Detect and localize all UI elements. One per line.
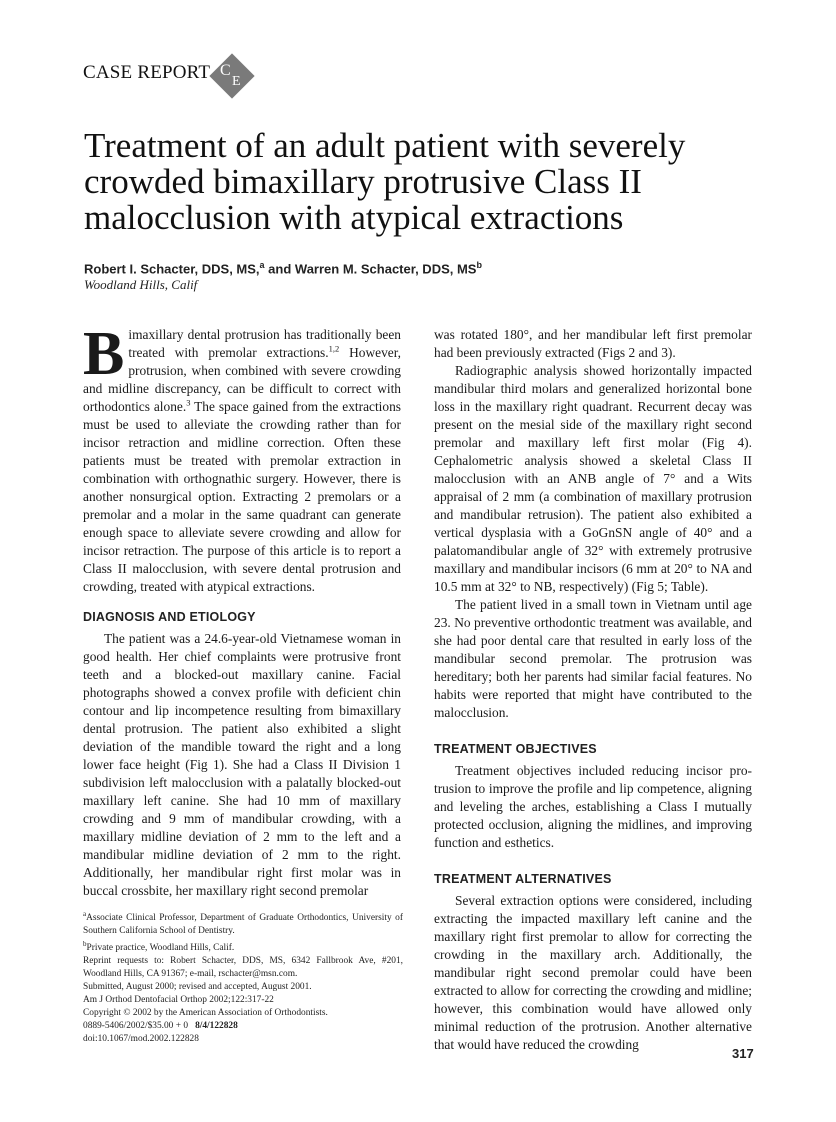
article-title: Treatment of an adult patient with severely crowded bimaxillary protrusive Class II malocclusion with atypical extractions bbox=[84, 126, 686, 237]
reference-3[interactable]: 3 bbox=[186, 397, 191, 408]
diagnosis-paragraph-2: Radiographic analysis showed horizontally impacted mandibular third molars and generalized horizontal bone loss in the maxillary right quadrant. Recurrent decay was present on the mesial side of the maxillary right second premolar and maxillary left first molar (Fig 4). Cephalometric analysis showed a skeletal Class II malocclusion with an ANB angle of 7° and a Wits appraisal of 2 mm (a combination of maxillary protrusion and mandibular retrusion). The patient also exhibited a vertical dysplasia with a GoGnSN angle of 40° and a palatomandibular angle of 32° with extremely protrusive maxillary and mandibular incisors (6 mm at 20° to NA and 10.5 mm at 32° to NB, respectively) (Fig 5; Table). bbox=[434, 363, 752, 594]
issn: 0889-5406/2002/$35.00 + 0 bbox=[83, 1021, 189, 1032]
heading-objectives: TREATMENT OBJECTIVES bbox=[434, 742, 597, 756]
logo-letter-e: E bbox=[232, 74, 241, 89]
author-1-mark: a bbox=[259, 260, 265, 270]
intro-text-c: The space gained from the extractions must be used to alleviate the crowding rather than for incisor retraction and midline correction. Often these patients must be treated with premolar extraction in combination with orthognathic surgery. However, there is another nonsurgical option. Extracting 2 premolars or a premolar and a molar in the same quadrant can generate enough space to alleviate severe crowding and allow for incisor retraction. The purpose of this article is to report a Class II malocclusion, with severe dental protrusion and crowding, treated with atypical extractions. bbox=[83, 399, 402, 594]
author-2-mark: b bbox=[476, 260, 482, 270]
page-number: 317 bbox=[732, 1046, 754, 1061]
author-line bbox=[84, 260, 482, 276]
footnote-a-mark: a bbox=[83, 910, 87, 918]
doi[interactable]: doi:10.1067/mod.2002.122828 bbox=[83, 1034, 199, 1045]
alternatives-paragraph: Several extraction options were considered, including extracting the impacted maxillary left canine and the maxillary right first premolar to allow for correcting the crowding in the maxillary arch. Additionally, the mandibular right second premolar could have been extracted to allow for correcting the crowding and midline; however, this combination would have allowed only minimal reduction of the protrusion. Another alternative that would have reduced the crowding bbox=[434, 893, 752, 1052]
affiliation: Woodland Hills, Calif bbox=[84, 277, 198, 292]
intro-paragraph bbox=[83, 320, 402, 596]
journal-citation: Am J Orthod Dentofacial Orthop 2002;122:317-22 bbox=[83, 995, 274, 1006]
left-column bbox=[83, 320, 402, 900]
diagnosis-paragraph-1-cont: was rotated 180°, and her mandibular left first premolar had been previously extracted (Figs 2 and 3). bbox=[434, 327, 752, 360]
footnote-b bbox=[83, 938, 403, 955]
intro-text-b: However, protrusion, when combined with severe crowding and midline discrepancy, can be difficult to correct with orthodontics alone. bbox=[83, 345, 401, 414]
footnote-b-mark: b bbox=[83, 940, 87, 949]
logo-letter-c: C bbox=[220, 62, 231, 79]
footnote-a-text: Associate Clinical Professor, Department of Graduate Orthodontics, University of Southern California School of Dentistry. bbox=[83, 913, 403, 937]
diagnosis-paragraph-1: The patient was a 24.6-year-old Vietnamese woman in good health. Her chief complaints were protrusive front teeth and a blocked-out maxillary canine. Facial photographs showed a convex profile with deficient chin contour and lip incompetence resulting from bimaxillary dental protrusion. The patient also exhibited a slight deviation of the mandible toward the right and a long lower face height (Fig 1). She had a Class II Division 1 subdivision left malocclusion with a palatally blocked-out maxillary left canine. She had 10 mm of maxillary crowding and 9 mm of mandibular crowding, with a maxillary midline deviation of 2 mm to the left and a mandibular midline deviation of 2 mm to the right. Additionally, her mandibular right first molar was in buccal crossbite, her maxillary right second premolar bbox=[83, 631, 401, 898]
submission-dates: Submitted, August 2000; revised and accepted, August 2001. bbox=[83, 982, 312, 993]
right-column bbox=[434, 326, 752, 1054]
ce-diamond-logo-icon bbox=[210, 54, 254, 98]
intro-text-a: imaxillary dental protrusion has traditionally been treated with premolar extractions. bbox=[128, 327, 401, 360]
author-1: Robert I. Schacter, DDS, MS, bbox=[84, 261, 260, 277]
footnote-a bbox=[83, 908, 403, 938]
copyright-notice: Copyright © 2002 by the American Association of Orthodontists. bbox=[83, 1008, 328, 1019]
section-label: CASE REPORT bbox=[83, 62, 211, 83]
objectives-paragraph: Treatment objectives included reducing incisor protrusion to improve the profile and lip competence, aligning and leveling the arches, establishing a Class I mutually protected occlusion, aligning the midlines, and improving function and esthetics. bbox=[434, 763, 752, 850]
footnote-b-text: Private practice, Woodland Hills, Calif. bbox=[86, 943, 235, 954]
footnotes bbox=[83, 908, 403, 1046]
heading-diagnosis: DIAGNOSIS AND ETIOLOGY bbox=[83, 610, 256, 624]
issn-code: 8/4/122828 bbox=[195, 1021, 238, 1032]
issn-line bbox=[83, 1020, 403, 1033]
diagnosis-paragraph-3: The patient lived in a small town in Vietnam until age 23. No preventive orthodontic treatment was available, and she had poor dental care that resulted in early loss of the mandibular second premolar. The protrusion was hereditary; both her parents had similar facial features. No habits were reported that might have contributed to the malocclusion. bbox=[434, 597, 752, 720]
reprint-requests: Reprint requests to: Robert Schacter, DDS, MS, 6342 Fallbrook Ave, #201, Woodland Hills, CA 91367; e-mail, rschacter@msn.com. bbox=[83, 956, 403, 980]
heading-alternatives: TREATMENT ALTERNATIVES bbox=[434, 872, 612, 886]
drop-cap: B bbox=[83, 320, 125, 388]
reference-1-2[interactable]: 1,2 bbox=[328, 343, 340, 354]
author-joiner: and bbox=[264, 261, 295, 277]
author-2: Warren M. Schacter, DDS, MS bbox=[294, 261, 477, 277]
